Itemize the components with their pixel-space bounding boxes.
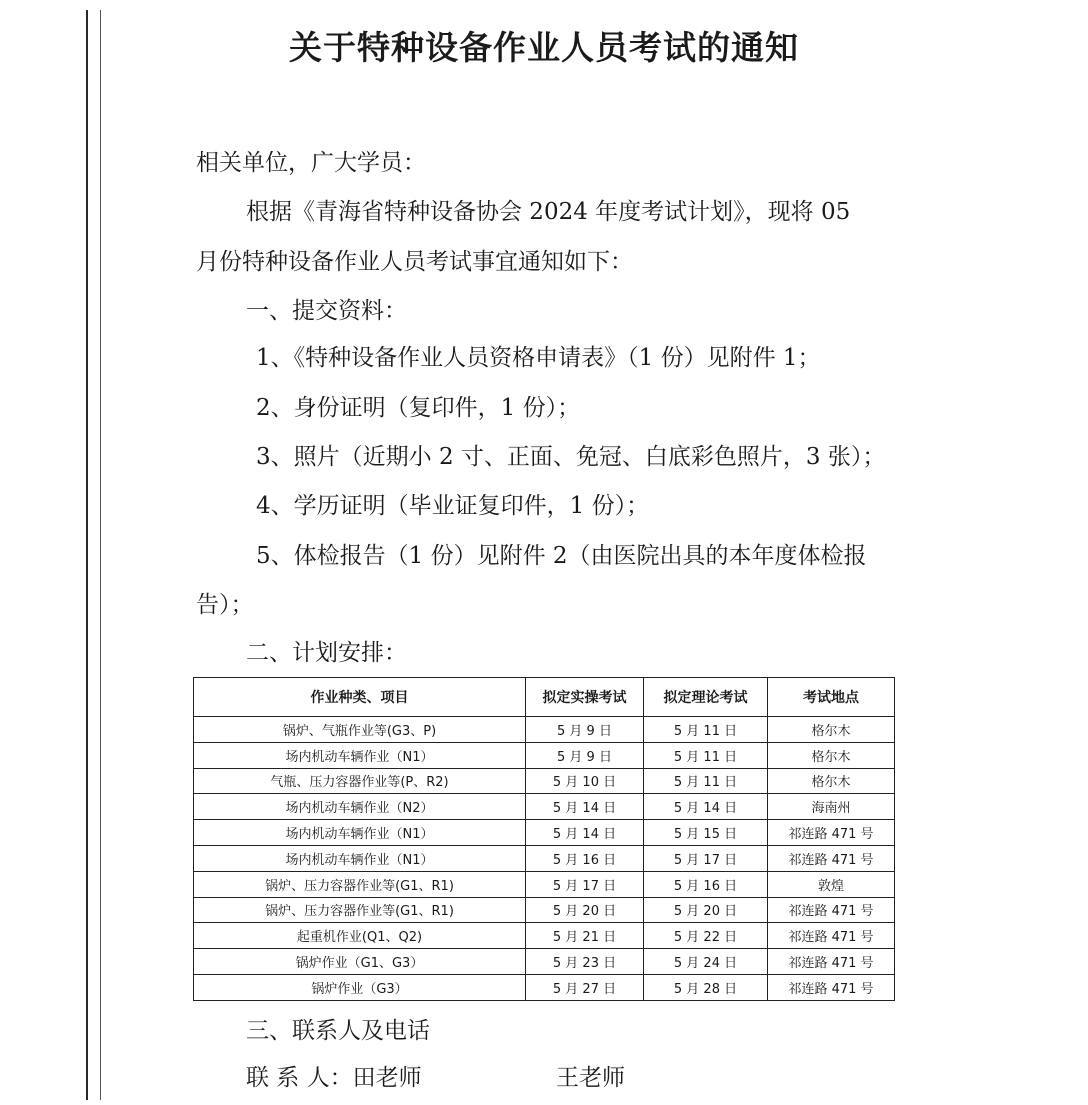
cell-category: 锅炉作业（G3） bbox=[194, 974, 526, 1000]
cell-theory-date: 5 月 20 日 bbox=[644, 897, 768, 923]
cell-practical-date: 5 月 21 日 bbox=[526, 923, 644, 949]
body-paragraph-line-2: 月份特种设备作业人员考试事宜通知如下： bbox=[196, 249, 633, 275]
table-row bbox=[194, 949, 895, 975]
cell-theory-date: 5 月 16 日 bbox=[644, 871, 768, 897]
table-row bbox=[194, 794, 895, 820]
exam-schedule-table bbox=[193, 677, 895, 1001]
header-category: 作业种类、项目 bbox=[194, 678, 526, 717]
table-row bbox=[194, 768, 895, 794]
cell-category: 场内机动车辆作业（N1） bbox=[194, 742, 526, 768]
section-heading-schedule: 二、计划安排： bbox=[246, 640, 407, 666]
cell-location: 格尔木 bbox=[768, 768, 895, 794]
document-title: 关于特种设备作业人员考试的通知 bbox=[289, 28, 799, 67]
header-practical-exam: 拟定实操考试 bbox=[526, 678, 644, 717]
header-theory-exam: 拟定理论考试 bbox=[644, 678, 768, 717]
binding-margin-line-inner bbox=[100, 10, 101, 1100]
materials-item-1: 1、《特种设备作业人员资格申请表》（1 份）见附件 1； bbox=[256, 345, 821, 371]
cell-category: 锅炉作业（G1、G3） bbox=[194, 949, 526, 975]
cell-theory-date: 5 月 11 日 bbox=[644, 717, 768, 743]
cell-theory-date: 5 月 15 日 bbox=[644, 820, 768, 846]
materials-item-5-continuation: 告）； bbox=[196, 592, 254, 618]
table-row bbox=[194, 923, 895, 949]
cell-theory-date: 5 月 17 日 bbox=[644, 845, 768, 871]
materials-item-3: 3、照片（近期小 2 寸、正面、免冠、白底彩色照片，3 张）； bbox=[256, 444, 886, 470]
cell-location: 格尔木 bbox=[768, 742, 895, 768]
cell-practical-date: 5 月 14 日 bbox=[526, 820, 644, 846]
cell-location: 祁连路 471 号 bbox=[768, 897, 895, 923]
salutation: 相关单位，广大学员： bbox=[196, 150, 426, 176]
cell-theory-date: 5 月 22 日 bbox=[644, 923, 768, 949]
cell-theory-date: 5 月 28 日 bbox=[644, 974, 768, 1000]
table-row bbox=[194, 871, 895, 897]
table-header-row bbox=[194, 678, 895, 717]
section-heading-contacts: 三、联系人及电话 bbox=[246, 1018, 430, 1044]
materials-item-5: 5、体检报告（1 份）见附件 2（由医院出具的本年度体检报 bbox=[256, 543, 867, 569]
table-row bbox=[194, 717, 895, 743]
cell-practical-date: 5 月 23 日 bbox=[526, 949, 644, 975]
cell-location: 格尔木 bbox=[768, 717, 895, 743]
cell-practical-date: 5 月 20 日 bbox=[526, 897, 644, 923]
body-paragraph-line-1: 根据《青海省特种设备协会 2024 年度考试计划》，现将 05 bbox=[246, 199, 851, 225]
cell-theory-date: 5 月 11 日 bbox=[644, 768, 768, 794]
cell-category: 场内机动车辆作业（N1） bbox=[194, 845, 526, 871]
table-row bbox=[194, 897, 895, 923]
materials-item-2: 2、身份证明（复印件，1 份）； bbox=[256, 395, 581, 421]
table-row bbox=[194, 742, 895, 768]
cell-category: 场内机动车辆作业（N1） bbox=[194, 820, 526, 846]
cell-location: 海南州 bbox=[768, 794, 895, 820]
cell-practical-date: 5 月 14 日 bbox=[526, 794, 644, 820]
cell-practical-date: 5 月 9 日 bbox=[526, 717, 644, 743]
cell-theory-date: 5 月 24 日 bbox=[644, 949, 768, 975]
cell-location: 敦煌 bbox=[768, 871, 895, 897]
table-body bbox=[194, 717, 895, 1001]
materials-item-4: 4、学历证明（毕业证复印件，1 份）； bbox=[256, 493, 650, 519]
contact-person-2: 王老师 bbox=[556, 1065, 625, 1091]
cell-location: 祁连路 471 号 bbox=[768, 820, 895, 846]
cell-practical-date: 5 月 10 日 bbox=[526, 768, 644, 794]
cell-practical-date: 5 月 16 日 bbox=[526, 845, 644, 871]
cell-category: 场内机动车辆作业（N2） bbox=[194, 794, 526, 820]
header-location: 考试地点 bbox=[768, 678, 895, 717]
contact-person-1: 联 系 人：田老师 bbox=[246, 1065, 422, 1091]
cell-practical-date: 5 月 9 日 bbox=[526, 742, 644, 768]
cell-category: 锅炉、压力容器作业等(G1、R1) bbox=[194, 897, 526, 923]
cell-category: 起重机作业(Q1、Q2) bbox=[194, 923, 526, 949]
cell-category: 气瓶、压力容器作业等(P、R2) bbox=[194, 768, 526, 794]
cell-practical-date: 5 月 17 日 bbox=[526, 871, 644, 897]
cell-location: 祁连路 471 号 bbox=[768, 974, 895, 1000]
cell-category: 锅炉、气瓶作业等(G3、P) bbox=[194, 717, 526, 743]
cell-location: 祁连路 471 号 bbox=[768, 845, 895, 871]
table-row bbox=[194, 974, 895, 1000]
cell-practical-date: 5 月 27 日 bbox=[526, 974, 644, 1000]
cell-location: 祁连路 471 号 bbox=[768, 923, 895, 949]
cell-location: 祁连路 471 号 bbox=[768, 949, 895, 975]
cell-theory-date: 5 月 11 日 bbox=[644, 742, 768, 768]
section-heading-materials: 一、提交资料： bbox=[246, 298, 407, 324]
cell-theory-date: 5 月 14 日 bbox=[644, 794, 768, 820]
table-row bbox=[194, 820, 895, 846]
binding-margin-line bbox=[86, 10, 88, 1100]
table-row bbox=[194, 845, 895, 871]
cell-category: 锅炉、压力容器作业等(G1、R1) bbox=[194, 871, 526, 897]
